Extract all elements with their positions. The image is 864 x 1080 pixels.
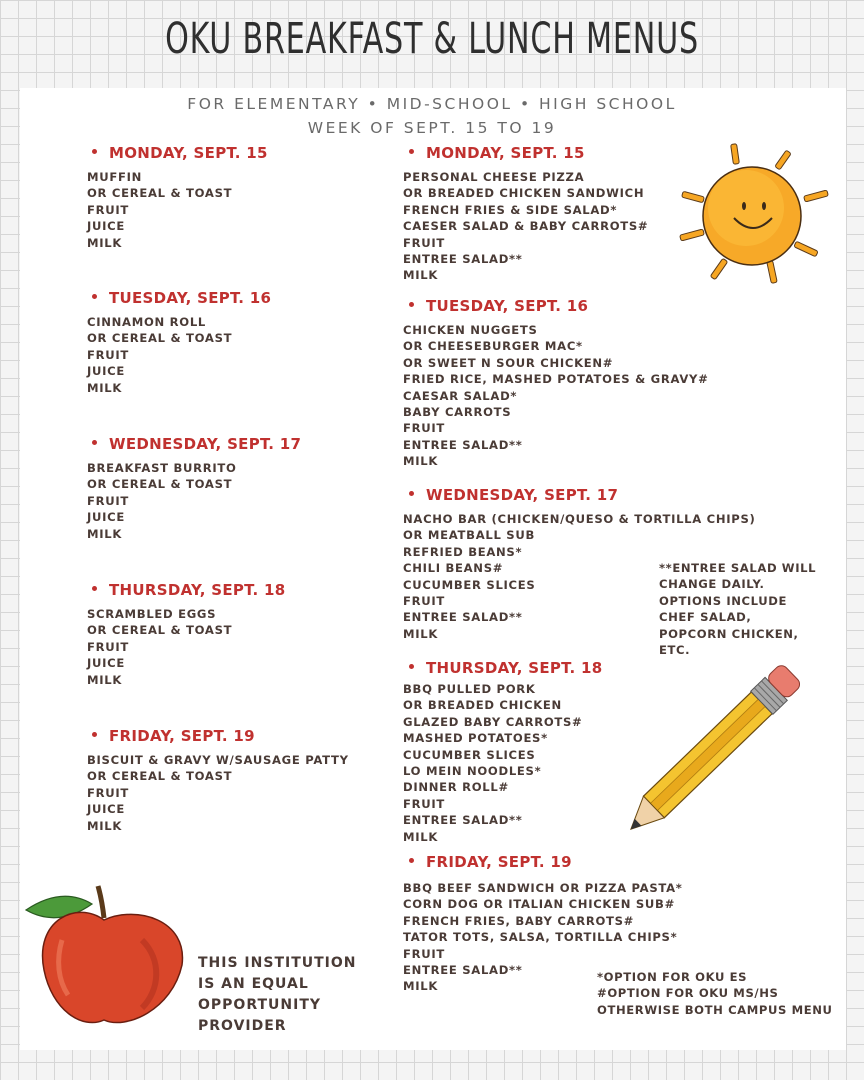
- menu-item: FRUIT: [403, 421, 445, 436]
- menu-item: SCRAMBLED EGGS: [87, 607, 217, 621]
- menu-item: MILK: [403, 626, 439, 641]
- menu-item: OR CEREAL & TOAST: [87, 331, 233, 346]
- menu-item: DINNER ROLL#: [403, 780, 509, 795]
- menu-item: CUCUMBER SLICES: [403, 747, 536, 762]
- menu-item: CAESAR SALAD*: [403, 388, 518, 403]
- menu-item: OR CHEESEBURGER MAC*: [403, 339, 583, 354]
- breakfast-items: [87, 169, 232, 251]
- menu-item: FRENCH FRIES & SIDE SALAD*: [403, 202, 618, 217]
- menu-item: FRUIT: [87, 493, 129, 508]
- lunch-items: [403, 169, 648, 284]
- breakfast-day-heading: TUESDAY, SEPT. 16: [92, 289, 271, 307]
- menu-item: FRUIT: [87, 639, 129, 654]
- menu-item: MILK: [403, 268, 439, 283]
- menu-item: OR SWEET N SOUR CHICKEN#: [403, 355, 614, 370]
- menu-item: FRUIT: [403, 946, 445, 961]
- menu-item: GLAZED BABY CARROTS#: [403, 714, 583, 729]
- apple-illustration: [22, 880, 190, 1035]
- menu-item: OR CEREAL & TOAST: [87, 623, 233, 638]
- menu-item: OR BREADED CHICKEN: [403, 698, 562, 713]
- menu-item: OR CEREAL & TOAST: [87, 477, 233, 492]
- menu-item: OR CEREAL & TOAST: [87, 769, 233, 784]
- menu-item: ENTREE SALAD**: [403, 813, 523, 828]
- menu-item: BBQ PULLED PORK: [403, 682, 536, 696]
- week-subtitle: WEEK OF SEPT. 15 TO 19: [307, 119, 557, 137]
- breakfast-day-heading: FRIDAY, SEPT. 19: [92, 727, 255, 745]
- menu-item: CAESER SALAD & BABY CARROTS#: [403, 219, 649, 234]
- menu-item: JUICE: [87, 364, 125, 379]
- menu-item: MILK: [87, 526, 123, 541]
- menu-item: BISCUIT & GRAVY W/SAUSAGE PATTY: [87, 753, 349, 767]
- lunch-day-heading: FRIDAY, SEPT. 19: [409, 853, 572, 871]
- breakfast-items: [87, 460, 237, 542]
- lunch-day-heading: THURSDAY, SEPT. 18: [409, 659, 602, 677]
- menu-item: MILK: [403, 829, 439, 844]
- menu-item: JUICE: [87, 219, 125, 234]
- menu-item: MASHED POTATOES*: [403, 731, 548, 746]
- sun-illustration: [676, 138, 836, 288]
- school-levels-subtitle: FOR ELEMENTARY • MID-SCHOOL • HIGH SCHOOL: [187, 95, 677, 113]
- menu-item: ENTREE SALAD**: [403, 963, 523, 978]
- menu-item: MILK: [87, 818, 123, 833]
- menu-item: FRUIT: [403, 594, 445, 609]
- menu-item: TATOR TOTS, SALSA, TORTILLA CHIPS*: [403, 930, 678, 945]
- breakfast-day-heading: THURSDAY, SEPT. 18: [92, 581, 285, 599]
- lunch-items: [403, 322, 709, 470]
- menu-item: OR BREADED CHICKEN SANDWICH: [403, 186, 645, 201]
- menu-item: FRUIT: [87, 785, 129, 800]
- menu-item: BREAKFAST BURRITO: [87, 461, 237, 475]
- menu-item: JUICE: [87, 656, 125, 671]
- menu-item: MILK: [87, 235, 123, 250]
- menu-item: BABY CARROTS: [403, 405, 512, 420]
- menu-item: ENTREE SALAD**: [403, 437, 523, 452]
- lunch-items: [403, 681, 582, 845]
- page-title: OKU BREAKFAST & LUNCH MENUS: [165, 14, 699, 64]
- menu-item: MILK: [403, 979, 439, 994]
- entree-salad-note: **ENTREE SALAD WILL CHANGE DAILY. OPTIONS INCLUDE CHEF SALAD, POPCORN CHICKEN, ETC.: [659, 561, 817, 658]
- menu-item: FRUIT: [403, 796, 445, 811]
- equal-opportunity-statement: THIS INSTITUTION IS AN EQUAL OPPORTUNITY PROVIDER: [198, 955, 357, 1034]
- menu-item: ENTREE SALAD**: [403, 610, 523, 625]
- menu-item: CORN DOG OR ITALIAN CHICKEN SUB#: [403, 897, 675, 912]
- menu-item: MILK: [87, 380, 123, 395]
- menu-item: CUCUMBER SLICES: [403, 577, 536, 592]
- menu-item: LO MEIN NOODLES*: [403, 764, 542, 779]
- lunch-day-heading: MONDAY, SEPT. 15: [409, 144, 585, 162]
- menu-item: MILK: [87, 672, 123, 687]
- option-legend-note: *OPTION FOR OKU ES #OPTION FOR OKU MS/HS OTHERWISE BOTH CAMPUS MENU: [597, 970, 833, 1017]
- menu-item: OR CEREAL & TOAST: [87, 186, 233, 201]
- breakfast-day-heading: MONDAY, SEPT. 15: [92, 144, 268, 162]
- menu-item: MILK: [403, 454, 439, 469]
- menu-item: BBQ BEEF SANDWICH OR PIZZA PASTA*: [403, 881, 683, 895]
- breakfast-day-heading: WEDNESDAY, SEPT. 17: [92, 435, 301, 453]
- menu-item: PERSONAL CHEESE PIZZA: [403, 170, 585, 184]
- menu-item: CHICKEN NUGGETS: [403, 323, 538, 337]
- menu-item: FRUIT: [403, 235, 445, 250]
- lunch-day-heading: TUESDAY, SEPT. 16: [409, 297, 588, 315]
- menu-item: CHILI BEANS#: [403, 561, 504, 576]
- menu-item: JUICE: [87, 802, 125, 817]
- breakfast-items: [87, 314, 232, 396]
- menu-item: FRUIT: [87, 202, 129, 217]
- breakfast-items: [87, 606, 232, 688]
- menu-item: MUFFIN: [87, 170, 143, 184]
- pencil-illustration: [628, 640, 828, 832]
- menu-item: NACHO BAR (CHICKEN/QUESO & TORTILLA CHIPS): [403, 512, 756, 526]
- menu-item: JUICE: [87, 510, 125, 525]
- menu-item: REFRIED BEANS*: [403, 544, 523, 559]
- menu-item: ENTREE SALAD**: [403, 252, 523, 267]
- lunch-day-heading: WEDNESDAY, SEPT. 17: [409, 486, 618, 504]
- menu-item: CINNAMON ROLL: [87, 315, 206, 329]
- breakfast-items: [87, 752, 349, 834]
- menu-item: FRIED RICE, MASHED POTATOES & GRAVY#: [403, 372, 709, 387]
- menu-item: FRUIT: [87, 347, 129, 362]
- menu-item: OR MEATBALL SUB: [403, 528, 535, 543]
- menu-item: FRENCH FRIES, BABY CARROTS#: [403, 913, 635, 928]
